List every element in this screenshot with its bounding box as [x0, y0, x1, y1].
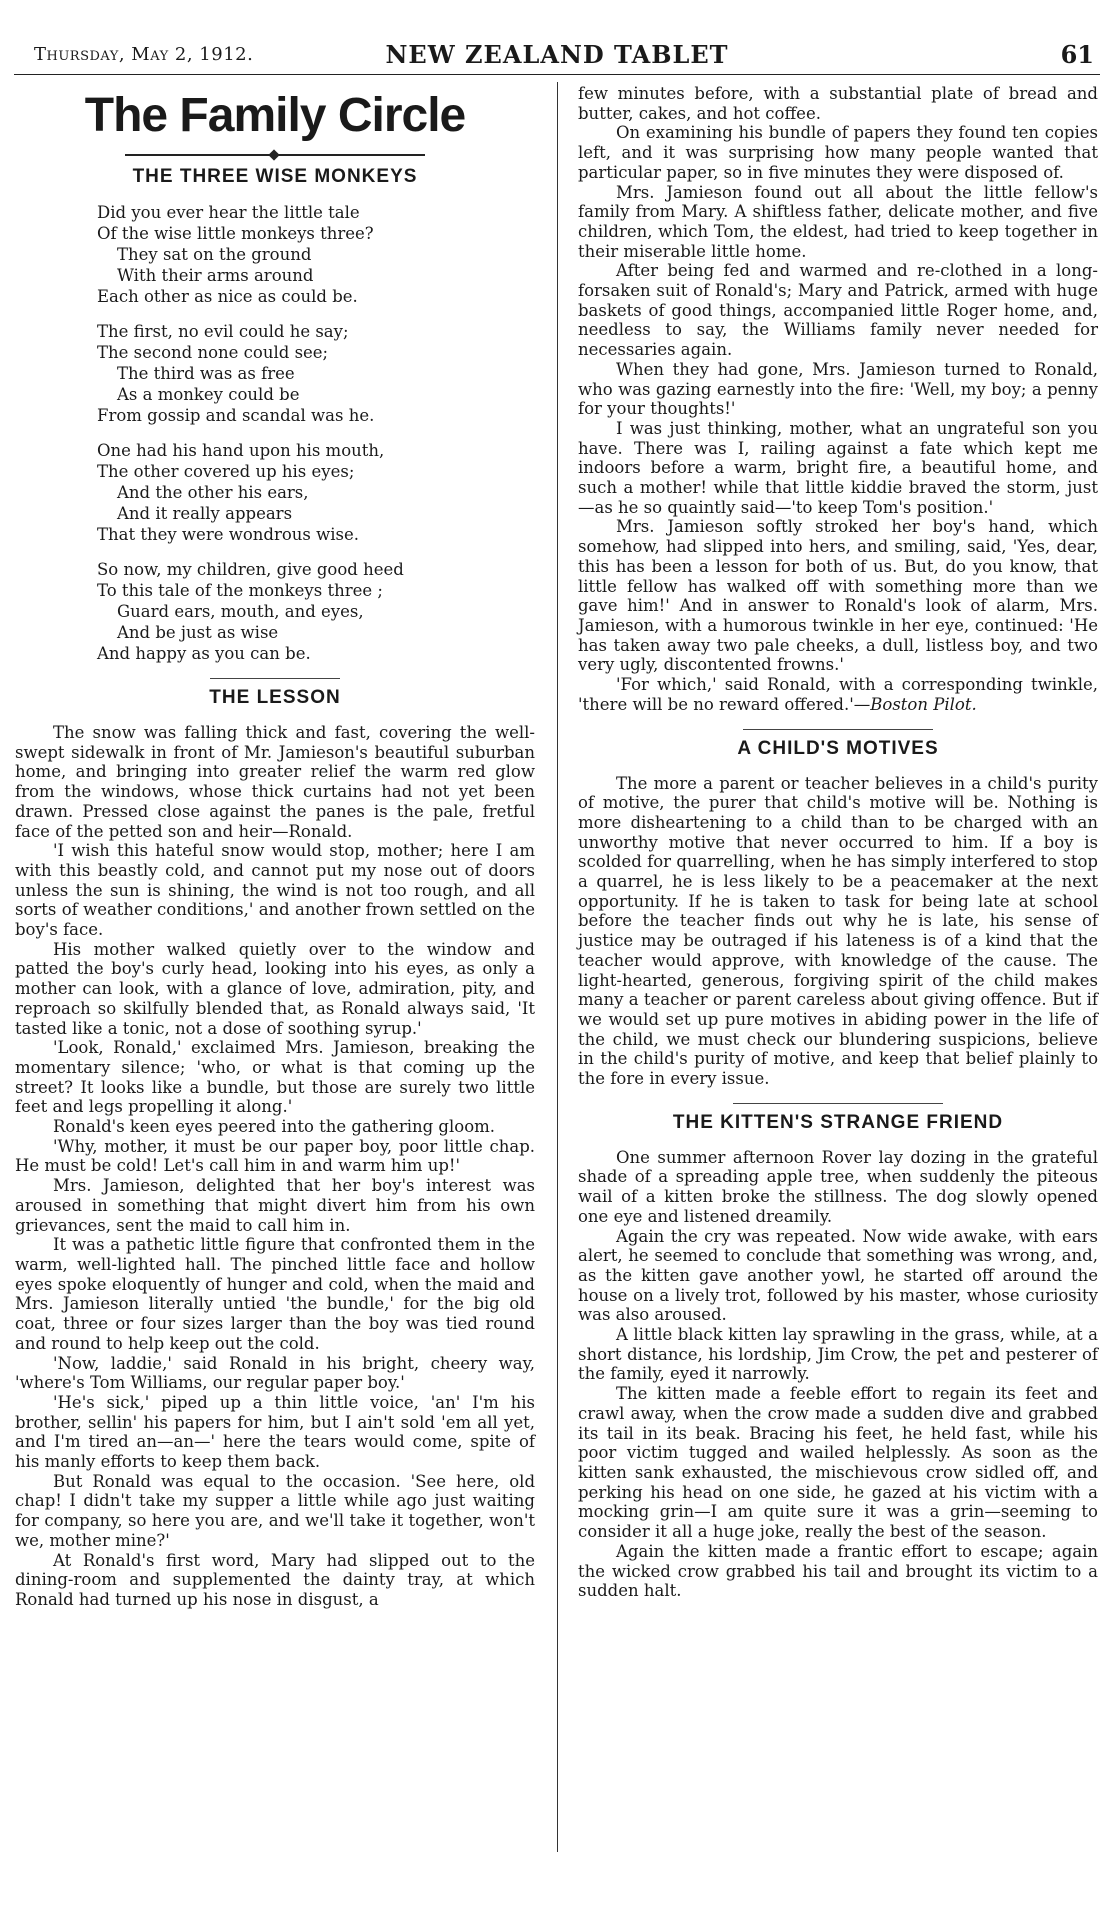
section-divider — [733, 1103, 943, 1104]
source-signature: —Boston Pilot. — [853, 694, 977, 714]
lesson-title: THE LESSON — [209, 687, 341, 708]
poem-line: Guard ears, mouth, and eyes, — [117, 602, 364, 621]
right-column — [578, 84, 1098, 1601]
poem-line: The third was as free — [117, 364, 295, 383]
poem-line: The other covered up his eyes; — [97, 462, 355, 481]
left-column — [15, 84, 535, 1610]
paragraph: Ronald's keen eyes peered into the gathering gloom. — [53, 1117, 496, 1137]
paragraph: On examining his bundle of papers they found ten copies left, and it was surprising how many people wanted that particular paper, so in five minutes they were disposed of. — [578, 123, 1098, 182]
paragraph: 'I wish this hateful snow would stop, mother; here I am with this beastly cold, and cannot put my nose out of doors unless the sun is shining, the wind is not too rough, and all sorts of weather conditions,' and another frown settled on the boy's face. — [15, 841, 535, 940]
lesson-body — [15, 723, 535, 1610]
publication-title: NEW ZEALAND TABLET — [385, 40, 729, 69]
page-header — [14, 40, 1100, 75]
poem-stanza — [97, 440, 535, 545]
paragraph: But Ronald was equal to the occasion. 'See here, old chap! I didn't take my supper a little while ago just waiting for company, so here you are, and we'll take it together, won't we, mother mine?' — [15, 1471, 535, 1550]
poem-line: That they were wondrous wise. — [97, 525, 360, 544]
section-divider — [210, 678, 340, 679]
poem-stanza — [97, 559, 535, 664]
paragraph: 'For which,' said Ronald, with a corresponding twinkle, 'there will be no reward offered.'—Boston Pilot. — [578, 675, 1098, 714]
kitten-body — [578, 1148, 1098, 1601]
poem — [97, 202, 535, 664]
poem-line: The second none could see; — [97, 343, 329, 362]
paragraph: It was a pathetic little figure that confronted them in the warm, well-lighted hall. The pinched little face and hollow eyes spoke eloquently of hunger and cold, when the maid and Mrs. Jamieson literally untied 'the bundle,' for the big old coat, three or four sizes larger than the boy was tied round and round to help keep out the cold. — [15, 1235, 535, 1353]
paragraph: The snow was falling thick and fast, covering the well-swept sidewalk in front of Mr. Jamieson's beautiful suburban home, and bringing into greater relief the warm red glow from the windows, whose thick curtains had not yet been drawn. Pressed close against the panes is the pale, fretful face of the petted son and heir—Ronald. — [15, 723, 535, 841]
poem-title: THE THREE WISE MONKEYS — [132, 166, 418, 187]
poem-line: To this tale of the monkeys three ; — [97, 581, 383, 600]
title-ornament-rule — [125, 154, 425, 156]
poem-line: They sat on the ground — [117, 245, 312, 264]
lesson-continued — [578, 84, 1098, 715]
kitten-title: THE KITTEN'S STRANGE FRIEND — [672, 1111, 1004, 1133]
poem-line: And happy as you can be. — [97, 644, 311, 663]
poem-line: Did you ever hear the little tale — [97, 203, 360, 222]
paragraph: 'Look, Ronald,' exclaimed Mrs. Jamieson, breaking the momentary silence; 'who, or what is that coming up the street? It looks like a bundle, but those are surely two little feet and legs propelling it along.' — [15, 1038, 535, 1117]
paragraph: Mrs. Jamieson softly stroked her boy's hand, which somehow, had slipped into hers, and smiling, said, 'Yes, dear, this has been a lesson for both of us. But, do you know, that little fellow has walked off with something more than we gave him!' And in answer to Ronald's look of alarm, Mrs. Jamieson, with a humorous twinkle in her eye, continued: 'He has taken away two pale cheeks, a dull, listless boy, and two very ugly, discontented frowns.' — [578, 517, 1098, 675]
poem-line: And be just as wise — [117, 623, 279, 642]
paragraph: One summer afternoon Rover lay dozing in the grateful shade of a spreading apple tree, when suddenly the piteous wail of a kitten broke the stillness. The dog slowly opened one eye and listened dreamily. — [578, 1147, 1098, 1226]
section-divider — [743, 729, 933, 730]
diamond-ornament-icon — [268, 149, 279, 160]
paragraph: few minutes before, with a substantial plate of bread and butter, cakes, and hot coffee. — [578, 84, 1098, 123]
poem-line: One had his hand upon his mouth, — [97, 441, 385, 460]
paragraph: Again the cry was repeated. Now wide awake, with ears alert, he seemed to conclude that something was wrong, and, as the kitten gave another yowl, he started off around the house on a lively trot, followed by his master, whose curiosity was also aroused. — [578, 1226, 1098, 1325]
poem-line: And it really appears — [117, 504, 293, 523]
section-title: The Family Circle — [84, 89, 466, 142]
paragraph: A little black kitten lay sprawling in the grass, while, at a short distance, his lordship, Jim Crow, the pet and pesterer of the family, eyed it narrowly. — [578, 1325, 1098, 1384]
paragraph: Again the kitten made a frantic effort to escape; again the wicked crow grabbed his tail and brought its victim to a sudden halt. — [578, 1541, 1098, 1601]
paragraph: Mrs. Jamieson, delighted that her boy's interest was aroused in something that might divert him from his own grievances, sent the maid to call him in. — [15, 1176, 535, 1235]
issue-date: Thursday, May 2, 1912. — [34, 44, 254, 65]
poem-line: The first, no evil could he say; — [97, 322, 349, 341]
poem-line: And the other his ears, — [117, 483, 309, 502]
poem-line: Of the wise little monkeys three? — [97, 224, 374, 243]
poem-stanza — [97, 321, 535, 426]
page-number: 61 — [1060, 40, 1094, 69]
poem-line: From gossip and scandal was he. — [97, 406, 375, 425]
paragraph: Mrs. Jamieson found out all about the little fellow's family from Mary. A shiftless father, delicate mother, and five children, which Tom, the eldest, had tried to keep together in their miserable little home. — [578, 182, 1098, 261]
paragraph: 'Now, laddie,' said Ronald in his bright, cheery way, 'where's Tom Williams, our regular paper boy.' — [15, 1353, 535, 1393]
paragraph: After being fed and warmed and re-clothed in a long-forsaken suit of Ronald's; Mary and Patrick, armed with huge baskets of good things, accompanied little Roger home, and, needless to say, the Williams family never needed for necessaries again. — [578, 261, 1098, 360]
paragraph: At Ronald's first word, Mary had slipped out to the dining-room and supplemented the dainty tray, at which Ronald had turned up his nose in disgust, a — [15, 1550, 535, 1609]
paragraph: His mother walked quietly over to the window and patted the boy's curly head, looking into his eyes, as only a mother can look, with a glance of love, admiration, pity, and reproach so skilfully blended that, as Ronald always said, 'It tasted like a tonic, not a dose of soothing syrup.' — [15, 939, 535, 1038]
paragraph: When they had gone, Mrs. Jamieson turned to Ronald, who was gazing earnestly into the fire: 'Well, my boy; a penny for your thoughts!' — [578, 359, 1098, 419]
poem-line: So now, my children, give good heed — [97, 560, 404, 579]
paragraph: The kitten made a feeble effort to regain its feet and crawl away, when the crow made a sudden dive and grabbed its tail in its beak. Bracing his feet, he held fast, while his poor victim tugged and wailed helplessly. As soon as the kitten sank exhausted, the mischievous crow sidled off, and perking his head on one side, he gazed at his victim with a mocking grin—I am quite sure it was a grin—seeming to consider it all a huge joke, really the best of the season. — [578, 1384, 1098, 1542]
paragraph: I was just thinking, mother, what an ungrateful son you have. There was I, railing against a fate which kept me indoors before a warm, bright fire, a beautiful home, and such a mother! while that little kiddie braved the storm, just—as he so quaintly said—'to keep Tom's position.' — [578, 418, 1098, 517]
poem-line: With their arms around — [117, 266, 314, 285]
poem-line: As a monkey could be — [117, 385, 300, 404]
paragraph: The more a parent or teacher believes in a child's purity of motive, the purer that child's motive will be. Nothing is more disheartening to a child than to be charged with an unworthy motive that never occurred to him. If a boy is scolded for quarrelling, when he has simply interfered to stop a quarrel, he is less likely to be a peacemaker at the next opportunity. If he is taken to task for being late at school before the teacher finds out why he is late, his sense of justice may be outraged if his lateness is of a kind that the teacher would approve, with knowledge of the cause. The light-hearted, generous, forgiving spirit of the child makes many a teacher or parent careless about giving offence. But if we would set up pure motives in abiding power in the life of the child, we must check our blundering suspicions, believe in the child's purity of motive, and keep that belief plainly to the fore in every issue. — [578, 773, 1098, 1089]
paragraph: 'He's sick,' piped up a thin little voice, 'an' I'm his brother, sellin' his papers for him, but I ain't sold 'em all yet, and I'm tired an—an—' here the tears would come, spite of his manly efforts to keep them back. — [15, 1392, 535, 1472]
poem-line: Each other as nice as could be. — [97, 287, 358, 306]
motives-title: A CHILD'S MOTIVES — [737, 737, 939, 759]
paragraph: 'Why, mother, it must be our paper boy, poor little chap. He must be cold! Let's call him in and warm him up!' — [15, 1136, 535, 1176]
poem-stanza — [97, 202, 535, 307]
column-divider — [557, 82, 558, 1852]
motives-body — [578, 774, 1098, 1089]
